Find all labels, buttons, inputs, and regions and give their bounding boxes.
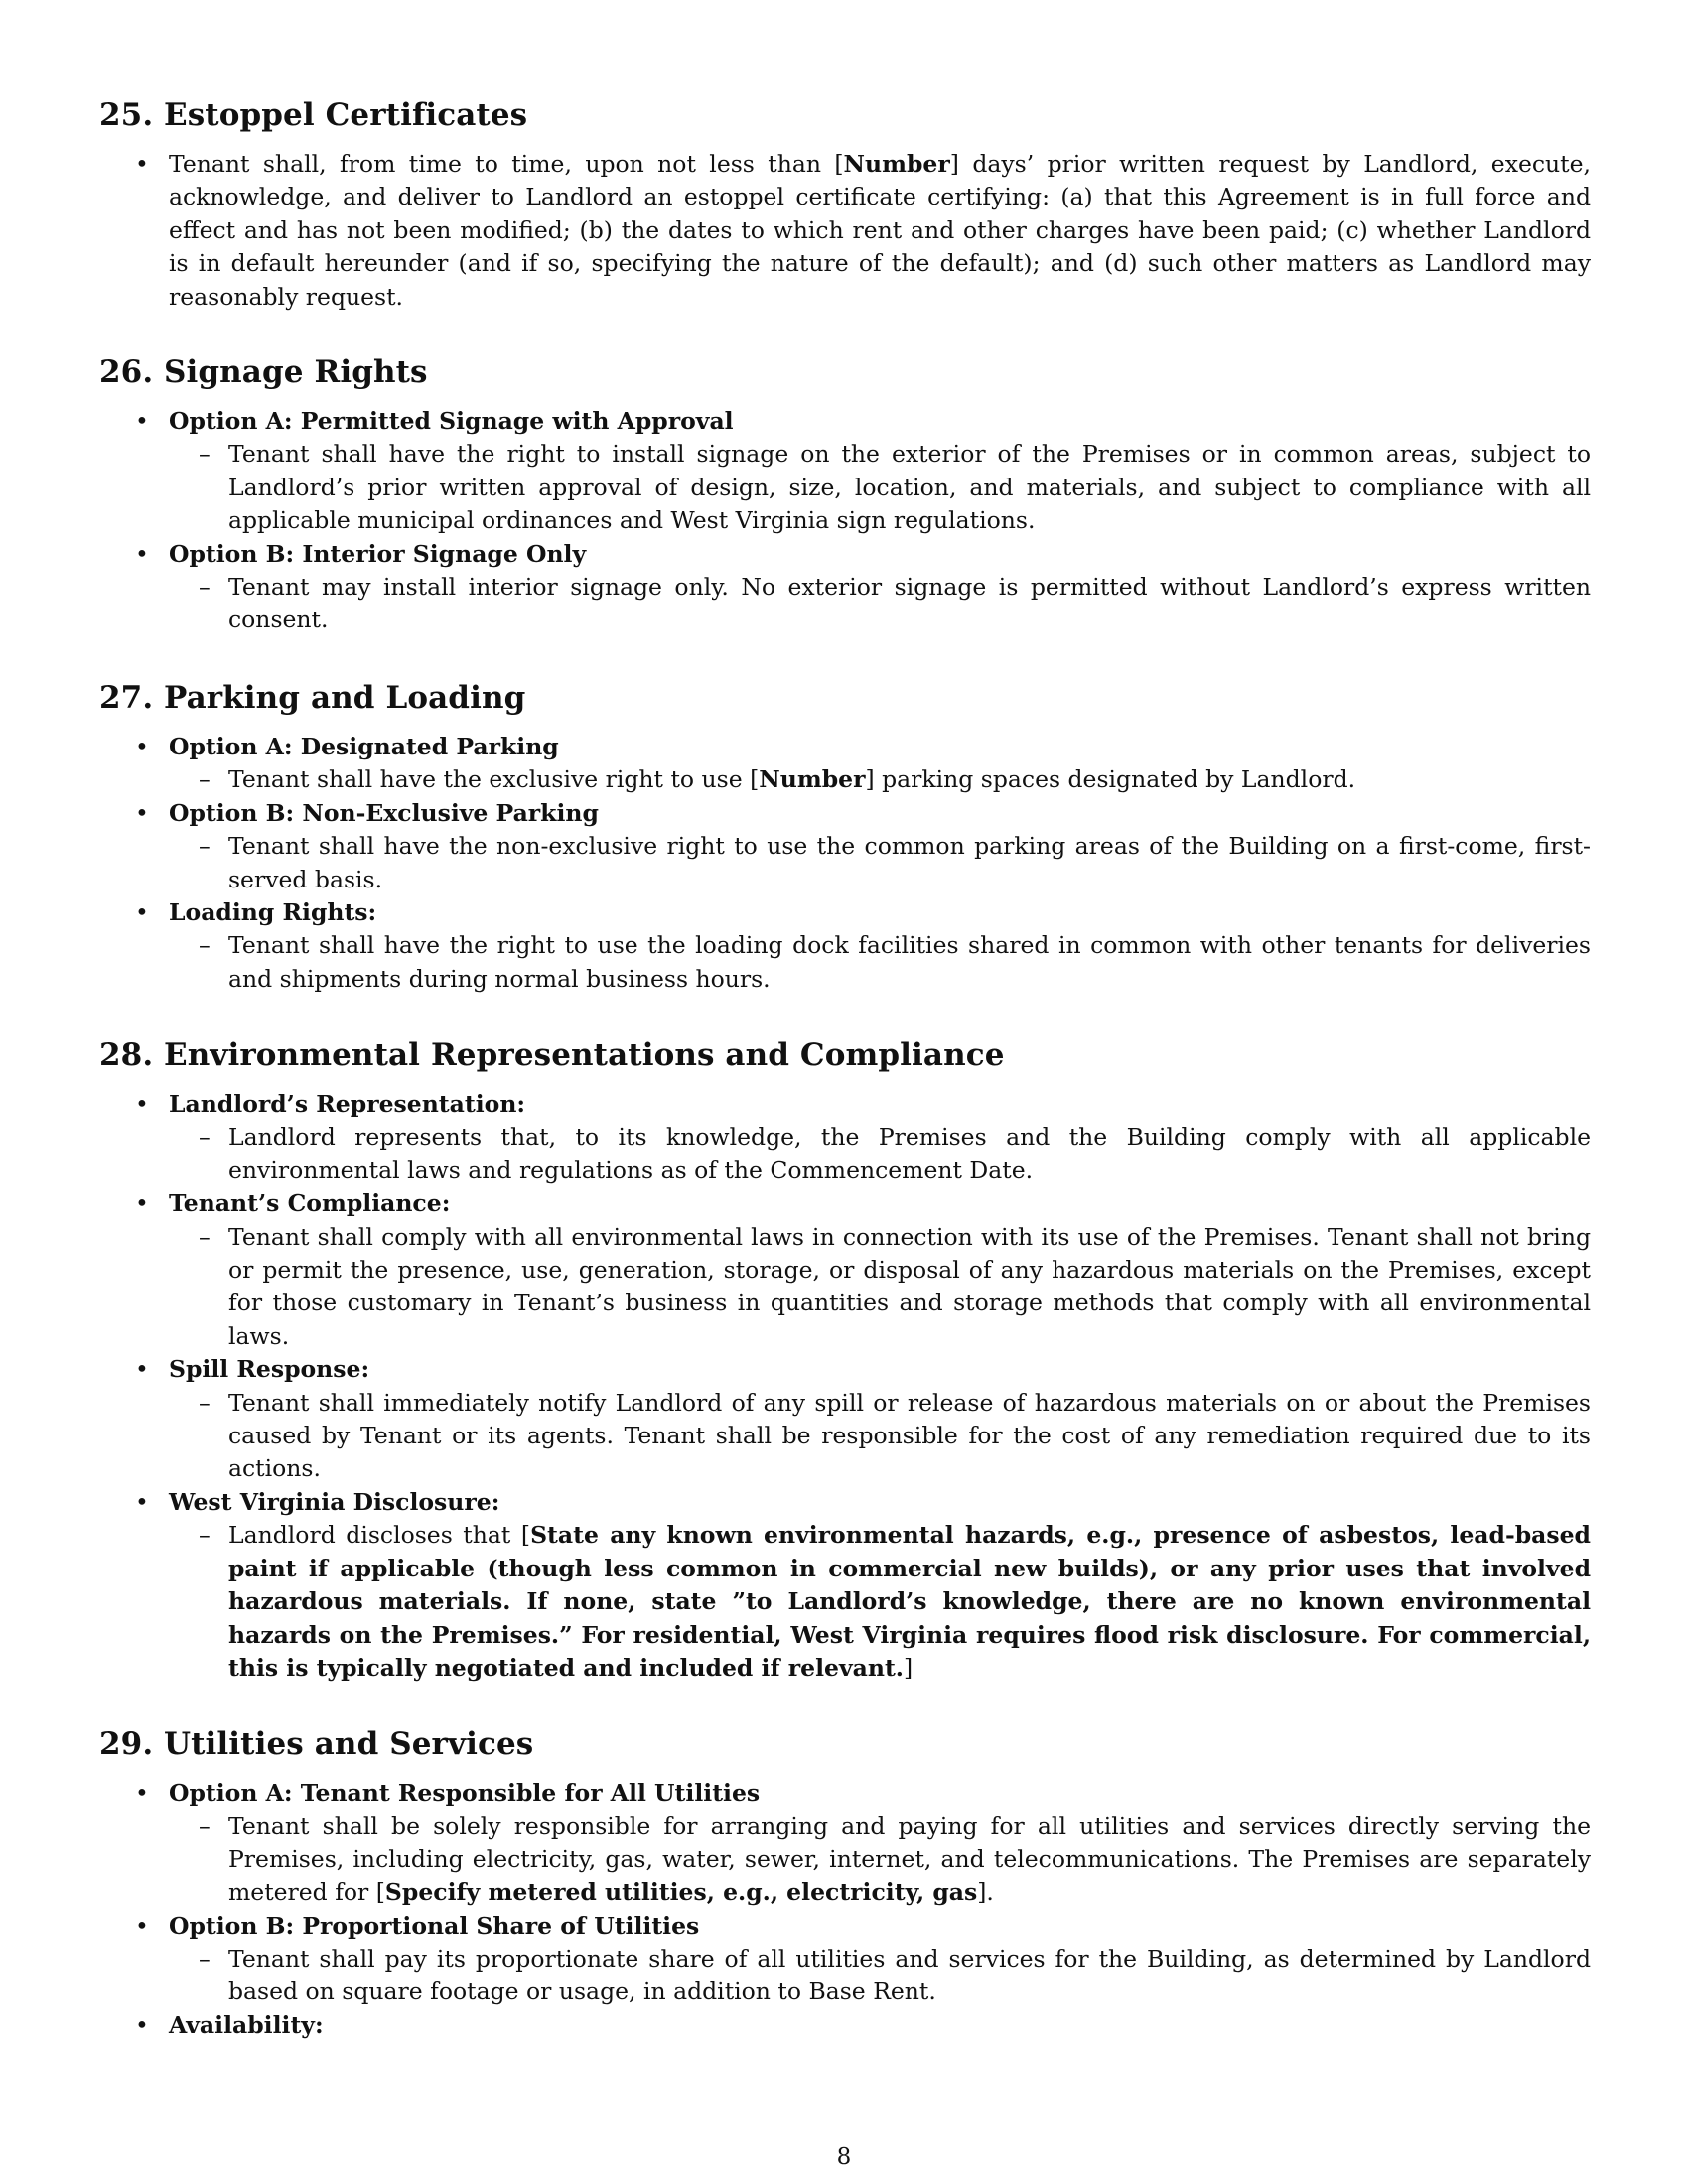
option-title: • Option A: Tenant Responsible for All Utilities: [169, 1779, 761, 1807]
option-title: • West Virginia Disclosure:: [169, 1487, 500, 1516]
sub-list-item: – Tenant shall have the non-exclusive right to use the common parking areas of the Building on a first-come, first-served basis.: [169, 830, 1591, 896]
sub-list: [169, 1943, 1591, 2009]
sub-list: [169, 438, 1591, 537]
section-heading: [99, 1035, 1591, 1075]
sub-list-item: – Tenant shall pay its proportionate share of all utilities and services for the Building, as determined by Landlord based on square footage or usage, in addition to Base Rent.: [169, 1943, 1591, 2009]
bullet-list: [99, 1777, 1591, 2042]
list-item: [99, 731, 1591, 797]
option-title: • Option B: Interior Signage Only: [169, 539, 587, 568]
sub-list: [169, 571, 1591, 637]
list-item: [99, 896, 1591, 996]
sub-list: [169, 830, 1591, 896]
text-run: ] parking spaces designated by Landlord.: [865, 765, 1356, 794]
option-title: • Option A: Designated Parking: [169, 733, 559, 760]
list-item: [99, 538, 1591, 637]
list-item: [99, 1910, 1591, 2009]
text-run: Tenant shall, from time to time, upon not less than [: [169, 150, 844, 178]
sub-list-item: – Tenant shall comply with all environmental laws in connection with its use of the Premises. Tenant shall not bring or permit the presence, use, generation, storage, or disposal of any hazardous materials on the Premises, except for those customary in Tenant’s business in quantities and storage methods that comply with all environmental laws.: [169, 1221, 1591, 1354]
section-26: [99, 352, 1591, 637]
section-title: Parking and Loading: [164, 680, 526, 716]
section-number: 27.: [99, 680, 154, 716]
list-item: [99, 1353, 1591, 1486]
sub-list: [169, 1121, 1591, 1187]
sub-list: [169, 1387, 1591, 1486]
section-28: [99, 1035, 1591, 1685]
section-title: Signage Rights: [164, 354, 428, 390]
section-27: [99, 678, 1591, 996]
placeholder-text: Specify metered utilities, e.g., electricity, gas: [384, 1878, 978, 1907]
list-item: [99, 1187, 1591, 1353]
sub-list: [169, 929, 1591, 996]
list-item: [99, 405, 1591, 538]
text-run: Tenant shall have the exclusive right to use [: [228, 765, 760, 794]
sub-list-item: [169, 763, 1591, 796]
section-number: 25.: [99, 97, 154, 133]
section-heading: [99, 678, 1591, 718]
section-heading: [99, 352, 1591, 392]
sub-list-item: – Tenant shall have the right to use the loading dock facilities shared in common with other tenants for deliveries and shipments during normal business hours.: [169, 929, 1591, 996]
option-title: • Availability:: [169, 2010, 324, 2039]
placeholder-text: Number: [759, 765, 866, 794]
bullet-list: [99, 405, 1591, 637]
text-run: Tenant shall be solely responsible for arranging and paying for all utilities and services directly serving the Premises, including electricity, gas, water, sewer, internet, and telecommunications. The Premises are separately metered for [: [228, 1812, 1591, 1907]
option-title: • Option B: Non-Exclusive Parking: [169, 798, 599, 827]
section-heading: [99, 95, 1591, 135]
text-run: Landlord discloses that [: [228, 1521, 531, 1550]
section-title: Environmental Representations and Compliance: [164, 1037, 1005, 1073]
bullet-list: [99, 1088, 1591, 1685]
sub-list: [169, 763, 1591, 796]
sub-list: [169, 1221, 1591, 1354]
section-title: Estoppel Certificates: [164, 97, 528, 133]
list-item: [99, 1088, 1591, 1187]
sub-list-item: – Tenant shall have the right to install signage on the exterior of the Premises or in common areas, subject to Landlord’s prior written approval of design, size, location, and materials, and subject to compliance with all applicable municipal ordinances and West Virginia sign regulations.: [169, 438, 1591, 537]
section-number: 28.: [99, 1037, 154, 1073]
text-run: ]: [903, 1653, 914, 1682]
list-item: [99, 797, 1591, 896]
page-number: 8: [836, 2144, 852, 2170]
sub-list: [169, 1519, 1591, 1685]
placeholder-text: Number: [843, 150, 950, 178]
sub-list-item: – Tenant may install interior signage only. No exterior signage is permitted without Landlord’s express written consent.: [169, 571, 1591, 637]
placeholder-text: State any known environmental hazards, e.g., presence of asbestos, lead-based paint if applicable (though less common in commercial new builds), or any prior uses that involved hazardous materials. If none, state ”to Landlord’s knowledge, there are no known environmental hazards on the Premises.” For residential, West Virginia requires flood risk disclosure. For commercial, this is typically negotiated and included if relevant.: [228, 1521, 1591, 1682]
section-number: 26.: [99, 354, 154, 390]
text-run: ] days’ prior written request by Landlord, execute, acknowledge, and deliver to Landlord an estoppel certificate certifying: (a) that this Agreement is in full force and effect and has not been modified; (b) the dates to which rent and other charges have been paid; (c) whether Landlord is in default hereunder (and if so, specifying the nature of the default); and (d) such other matters as Landlord may reasonably request.: [169, 150, 1591, 311]
option-title: • Tenant’s Compliance:: [169, 1189, 451, 1218]
section-heading: [99, 1724, 1591, 1764]
list-item: [99, 1486, 1591, 1685]
option-title: • Option A: Permitted Signage with Approval: [169, 407, 734, 435]
option-title: • Spill Response:: [169, 1355, 370, 1384]
list-item: [99, 2009, 1591, 2042]
text-run: ].: [977, 1878, 994, 1907]
bullet-list: [99, 148, 1591, 314]
sub-list-item: [169, 1810, 1591, 1909]
section-29: [99, 1724, 1591, 2042]
sub-list-item: – Landlord represents that, to its knowledge, the Premises and the Building comply with all applicable environmental laws and regulations as of the Commencement Date.: [169, 1121, 1591, 1187]
sub-list: [169, 1810, 1591, 1909]
bullet-list: [99, 731, 1591, 996]
section-title: Utilities and Services: [164, 1726, 534, 1762]
option-title: • Option B: Proportional Share of Utilities: [169, 1911, 700, 1940]
option-title: • Landlord’s Representation:: [169, 1090, 526, 1118]
section-number: 29.: [99, 1726, 154, 1762]
list-item: [99, 1777, 1591, 1910]
sub-list-item: – Tenant shall immediately notify Landlord of any spill or release of hazardous materials on or about the Premises caused by Tenant or its agents. Tenant shall be responsible for the cost of any remediation required due to its actions.: [169, 1387, 1591, 1486]
option-title: • Loading Rights:: [169, 898, 377, 927]
section-25: [99, 95, 1591, 314]
list-item: [99, 148, 1591, 314]
sub-list-item: [169, 1519, 1591, 1685]
